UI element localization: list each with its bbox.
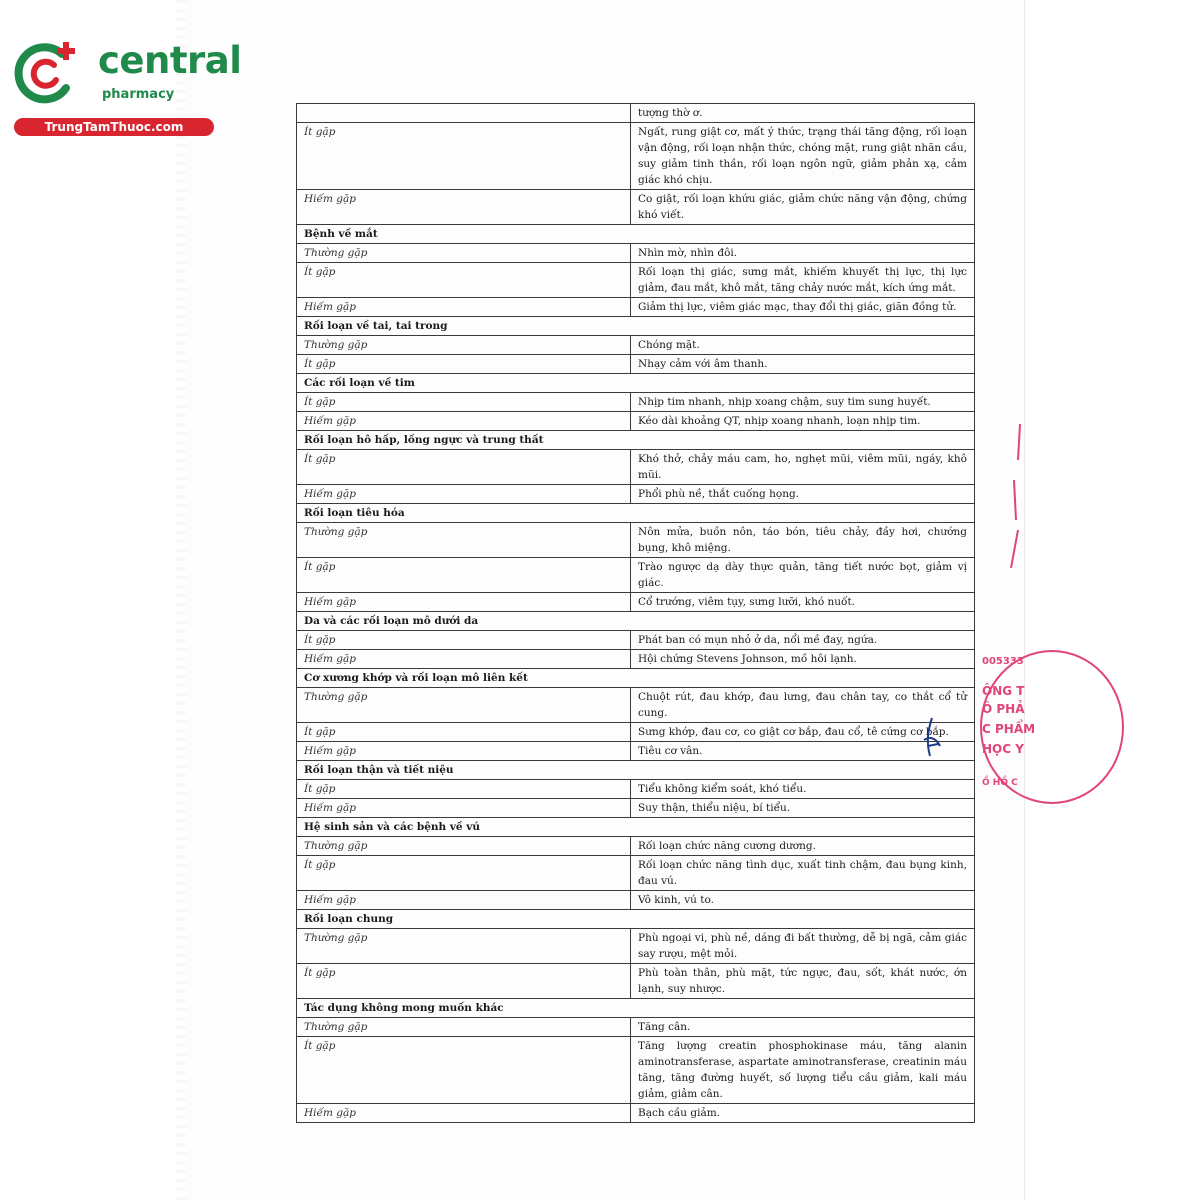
table-row: [297, 929, 975, 964]
section-header-row: [297, 431, 975, 450]
section-title: Tác dụng không mong muốn khác: [297, 999, 975, 1018]
frequency-cell: Thường gặp: [297, 244, 631, 263]
logo-banner: TrungTamThuoc.com: [14, 118, 214, 136]
frequency-cell: Thường gặp: [297, 837, 631, 856]
effects-cell: Chóng mặt.: [631, 336, 975, 355]
section-title: Rối loạn tiêu hóa: [297, 504, 975, 523]
section-header-row: [297, 612, 975, 631]
stamp-text-line: Ô PHẢ: [982, 702, 1025, 716]
effects-cell: Bạch cầu giảm.: [631, 1104, 975, 1123]
table-row: [297, 412, 975, 431]
effects-cell: Sưng khớp, đau cơ, co giật cơ bắp, đau cổ, tê cứng cơ bắp.: [631, 723, 975, 742]
company-stamp: [976, 650, 1036, 800]
table-row: [297, 780, 975, 799]
table-row: [297, 123, 975, 190]
table-row: [297, 523, 975, 558]
effects-cell: Nhịp tim nhanh, nhịp xoang chậm, suy tim sung huyết.: [631, 393, 975, 412]
table-row: [297, 244, 975, 263]
table-row: [297, 1018, 975, 1037]
frequency-cell: Hiếm gặp: [297, 650, 631, 669]
effects-cell: Rối loạn chức năng cương dương.: [631, 837, 975, 856]
effects-cell: Phù toàn thân, phù mặt, tức ngực, đau, sốt, khát nước, ớn lạnh, suy nhược.: [631, 964, 975, 999]
section-title: Rối loạn hô hấp, lồng ngực và trung thất: [297, 431, 975, 450]
frequency-cell: Thường gặp: [297, 929, 631, 964]
frequency-cell: Thường gặp: [297, 336, 631, 355]
frequency-cell: Hiếm gặp: [297, 891, 631, 910]
frequency-cell: Ít gặp: [297, 780, 631, 799]
table-row: [297, 688, 975, 723]
logo-name: central: [98, 39, 242, 82]
logo-c-cross-icon: [10, 38, 80, 108]
adverse-effects-table: [296, 103, 975, 1123]
table-row: [297, 104, 975, 123]
table-row: [297, 450, 975, 485]
table-row: [297, 742, 975, 761]
frequency-cell: Hiếm gặp: [297, 593, 631, 612]
effects-cell: Tiểu không kiểm soát, khó tiểu.: [631, 780, 975, 799]
frequency-cell: Thường gặp: [297, 688, 631, 723]
frequency-cell: Ít gặp: [297, 856, 631, 891]
frequency-cell: Ít gặp: [297, 723, 631, 742]
adverse-effects-table-body: [297, 104, 975, 1123]
effects-cell: Phát ban có mụn nhỏ ở da, nổi mề đay, ngứa.: [631, 631, 975, 650]
frequency-cell: Hiếm gặp: [297, 742, 631, 761]
frequency-cell: Thường gặp: [297, 523, 631, 558]
section-title: Các rối loạn về tim: [297, 374, 975, 393]
table-row: [297, 1037, 975, 1104]
section-header-row: [297, 999, 975, 1018]
frequency-cell: Ít gặp: [297, 631, 631, 650]
table-row: [297, 298, 975, 317]
section-header-row: [297, 504, 975, 523]
section-title: Rối loạn thận và tiết niệu: [297, 761, 975, 780]
frequency-cell: Hiếm gặp: [297, 190, 631, 225]
effects-cell: Tiêu cơ vân.: [631, 742, 975, 761]
effects-cell: Co giật, rối loạn khứu giác, giảm chức năng vận động, chứng khó viết.: [631, 190, 975, 225]
section-header-row: [297, 910, 975, 929]
table-row: [297, 263, 975, 298]
effects-cell: Trào ngược dạ dày thực quản, tăng tiết nước bọt, giảm vị giác.: [631, 558, 975, 593]
pink-ink-marks: [1008, 420, 1024, 570]
table-row: [297, 558, 975, 593]
table-row: [297, 856, 975, 891]
frequency-cell: [297, 104, 631, 123]
section-title: Bệnh về mắt: [297, 225, 975, 244]
effects-cell: Kéo dài khoảng QT, nhịp xoang nhanh, loạn nhịp tim.: [631, 412, 975, 431]
frequency-cell: Ít gặp: [297, 355, 631, 374]
frequency-cell: Ít gặp: [297, 964, 631, 999]
effects-cell: Vô kinh, vú to.: [631, 891, 975, 910]
handwritten-signature: [918, 716, 944, 760]
central-pharmacy-logo[interactable]: [10, 38, 242, 138]
stamp-text-line: ÔNG T: [982, 684, 1025, 698]
section-header-row: [297, 374, 975, 393]
section-header-row: [297, 669, 975, 688]
section-header-row: [297, 317, 975, 336]
table-row: [297, 336, 975, 355]
table-row: [297, 723, 975, 742]
logo-subtitle: pharmacy: [102, 87, 175, 102]
table-row: [297, 650, 975, 669]
frequency-cell: Ít gặp: [297, 123, 631, 190]
effects-cell: Cổ trướng, viêm tụy, sưng lưỡi, khó nuốt.: [631, 593, 975, 612]
table-row: [297, 837, 975, 856]
stamp-text-line: Ồ HỒ C: [982, 778, 1018, 788]
effects-cell: Tăng cân.: [631, 1018, 975, 1037]
table-row: [297, 593, 975, 612]
effects-cell: Rối loạn chức năng tình dục, xuất tinh chậm, đau bụng kinh, đau vú.: [631, 856, 975, 891]
frequency-cell: Hiếm gặp: [297, 485, 631, 504]
table-row: [297, 964, 975, 999]
effects-cell: tượng thờ ơ.: [631, 104, 975, 123]
frequency-cell: Hiếm gặp: [297, 412, 631, 431]
section-header-row: [297, 818, 975, 837]
effects-cell: Khó thở, chảy máu cam, ho, nghẹt mũi, viêm mũi, ngáy, khô mũi.: [631, 450, 975, 485]
stamp-text-line: HỌC Y: [982, 742, 1024, 756]
frequency-cell: Ít gặp: [297, 558, 631, 593]
effects-cell: Nôn mửa, buồn nôn, táo bón, tiêu chảy, đầy hơi, chướng bụng, khô miệng.: [631, 523, 975, 558]
frequency-cell: Ít gặp: [297, 263, 631, 298]
section-title: Hệ sinh sản và các bệnh về vú: [297, 818, 975, 837]
section-header-row: [297, 761, 975, 780]
frequency-cell: Hiếm gặp: [297, 298, 631, 317]
effects-cell: Phổi phù nề, thắt cuống họng.: [631, 485, 975, 504]
effects-cell: Suy thận, thiểu niệu, bí tiểu.: [631, 799, 975, 818]
effects-cell: Chuột rút, đau khớp, đau lưng, đau chân tay, co thắt cổ tử cung.: [631, 688, 975, 723]
effects-cell: Ngất, rung giật cơ, mất ý thức, trạng thái tăng động, rối loạn vận động, rối loạn nhận thức, chóng mặt, rung giật nhãn cầu, suy giảm tinh thần, rối loạn ngôn ngữ, giảm phản xạ, cảm giác khó chịu.: [631, 123, 975, 190]
frequency-cell: Ít gặp: [297, 450, 631, 485]
effects-cell: Hội chứng Stevens Johnson, mồ hôi lạnh.: [631, 650, 975, 669]
effects-cell: Nhạy cảm với âm thanh.: [631, 355, 975, 374]
table-row: [297, 631, 975, 650]
table-row: [297, 355, 975, 374]
frequency-cell: Hiếm gặp: [297, 1104, 631, 1123]
frequency-cell: Thường gặp: [297, 1018, 631, 1037]
table-row: [297, 1104, 975, 1123]
table-row: [297, 393, 975, 412]
table-row: [297, 485, 975, 504]
effects-cell: Giảm thị lực, viêm giác mạc, thay đổi thị giác, giãn đồng tử.: [631, 298, 975, 317]
effects-cell: Nhìn mờ, nhìn đôi.: [631, 244, 975, 263]
frequency-cell: Ít gặp: [297, 1037, 631, 1104]
table-row: [297, 190, 975, 225]
effects-cell: Rối loạn thị giác, sưng mắt, khiếm khuyết thị lực, thị lực giảm, đau mắt, khô mắt, tăng chảy nước mắt, kích ứng mắt.: [631, 263, 975, 298]
stamp-text-line: C PHẨM: [982, 722, 1036, 736]
effects-cell: Tăng lượng creatin phosphokinase máu, tăng alanin aminotransferase, aspartate aminotransferase, creatinin máu tăng, tăng đường huyết, số lượng tiểu cầu giảm, kali máu giảm, giảm cân.: [631, 1037, 975, 1104]
effects-cell: Phù ngoại vi, phù nề, dáng đi bất thường, dễ bị ngã, cảm giác say rượu, mệt mỏi.: [631, 929, 975, 964]
frequency-cell: Hiếm gặp: [297, 799, 631, 818]
table-row: [297, 891, 975, 910]
section-header-row: [297, 225, 975, 244]
section-title: Rối loạn về tai, tai trong: [297, 317, 975, 336]
section-title: Rối loạn chung: [297, 910, 975, 929]
section-title: Cơ xương khớp và rối loạn mô liên kết: [297, 669, 975, 688]
frequency-cell: Ít gặp: [297, 393, 631, 412]
section-title: Da và các rối loạn mô dưới da: [297, 612, 975, 631]
table-row: [297, 799, 975, 818]
scan-edge-noise: [176, 0, 186, 1200]
stamp-text-line: 005333: [982, 656, 1024, 667]
